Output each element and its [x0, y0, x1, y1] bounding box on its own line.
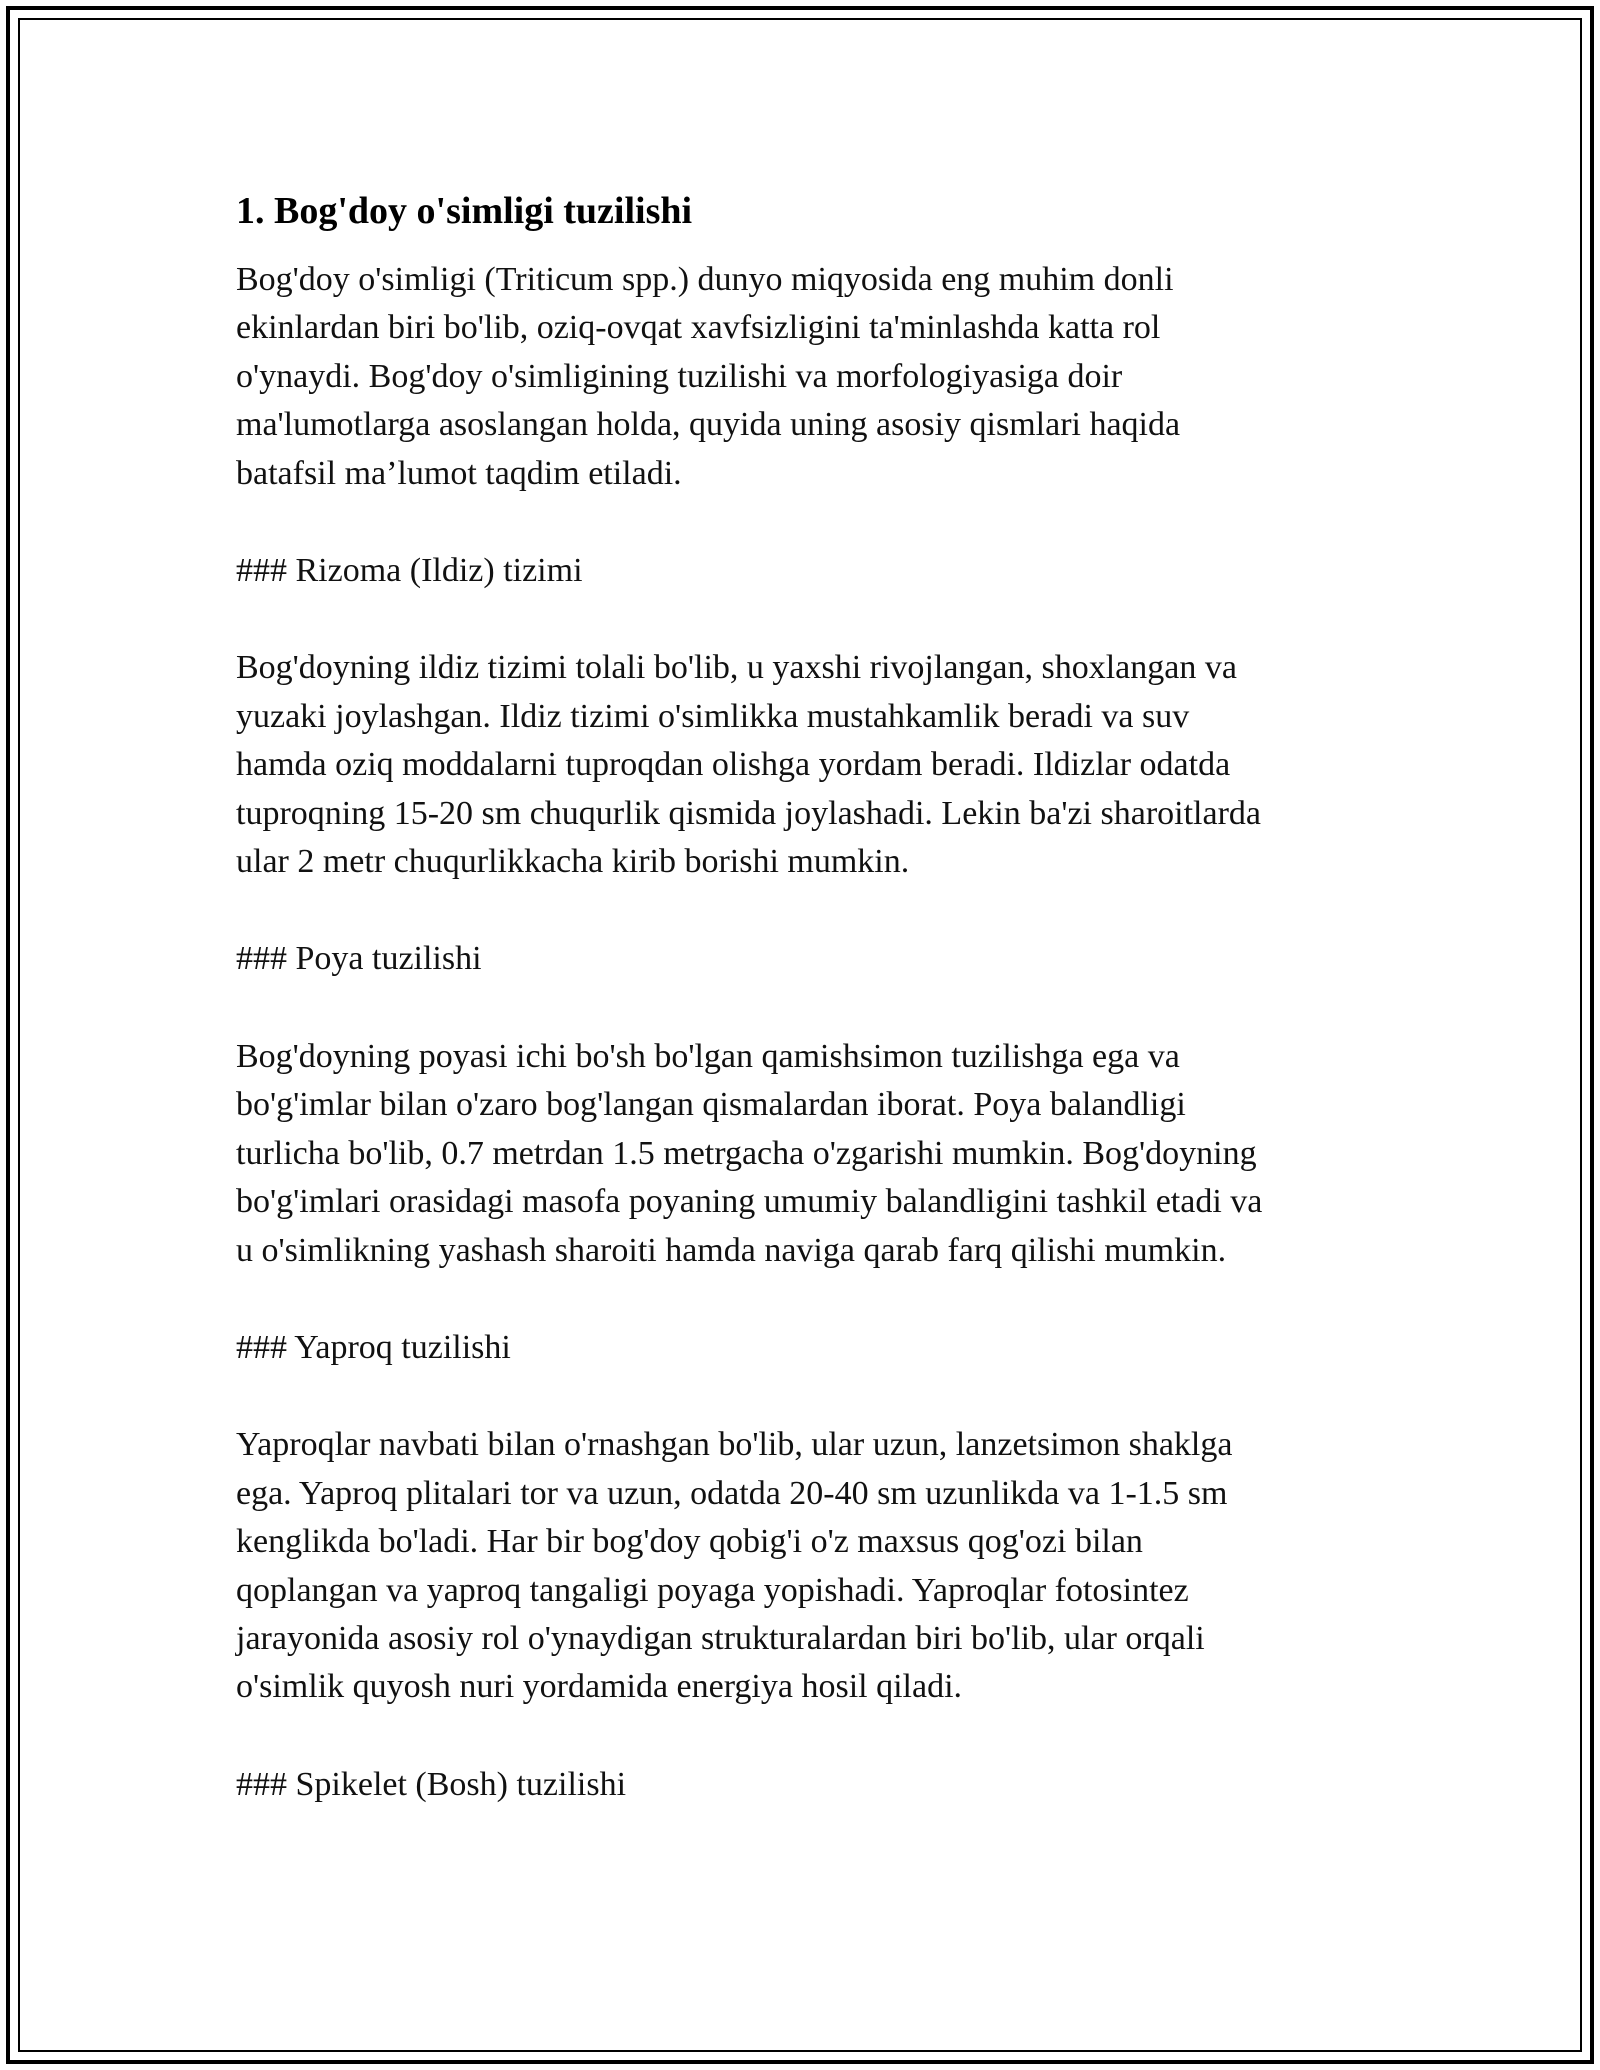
section-body-poya: Bog'doyning poyasi ichi bo'sh bo'lgan qamishsimon tuzilishga ega va bo'g'imlar bilan o'zaro bog'langan qismalardan iborat. Poya balandligi turlicha bo'lib, 0.7 metrdan 1.5 metrgacha o'zgarishi mumkin. Bog'doyning bo'g'imlari orasidagi masofa poyaning umumiy balandligini tashkil etadi va u o'simlikning yashash sharoiti hamda naviga qarab farq qilishi mumkin.	[236, 1037, 1263, 1269]
section-heading-rizoma: ### Rizoma (Ildiz) tizimi	[236, 552, 583, 590]
section-body-yaproq: Yaproqlar navbati bilan o'rnashgan bo'lib, ular uzun, lanzetsimon shaklga ega. Yaproq plitalari tor va uzun, odatda 20-40 sm uzunlikda va 1-1.5 sm kenglikda bo'ladi. Har bir bog'doy qobig'i o'z maxsus qog'ozi bilan qoplangan va yaproq tangaligi poyaga yopishadi. Yaproqlar fotosintez jarayonida asosiy rol o'ynaydigan strukturalardan biri bo'lib, ular orqali o'simlik quyosh nuri yordamida energiya hosil qiladi.	[236, 1426, 1233, 1706]
section-heading-spikelet: ### Spikelet (Bosh) tuzilishi	[236, 1765, 627, 1803]
intro-paragraph: Bog'doy o'simligi (Triticum spp.) dunyo miqyosida eng muhim donli ekinlardan biri bo'lib, oziq-ovqat xavfsizligini ta'minlashda katta rol o'ynaydi. Bog'doy o'simligining tuzilishi va morfologiyasiga doir ma'lumotlarga asoslangan holda, quyida uning asosiy qismlari haqida batafsil ma’lumot taqdim etiladi.	[236, 261, 1181, 492]
document-body	[236, 186, 1366, 1809]
section-heading-poya: ### Poya tuzilishi	[236, 940, 482, 978]
section-heading-yaproq: ### Yaproq tuzilishi	[236, 1328, 511, 1366]
section-body-rizoma: Bog'doyning ildiz tizimi tolali bo'lib, u yaxshi rivojlangan, shoxlangan va yuzaki joylashgan. Ildiz tizimi o'simlikka mustahkamlik beradi va suv hamda oziq moddalarni tuproqdan olishga yordam beradi. Ildizlar odatda tuproqning 15-20 sm chuqurlik qismida joylashadi. Lekin ba'zi sharoitlarda ular 2 metr chuqurlikkacha kirib borishi mumkin.	[236, 649, 1261, 881]
document-title: 1. Bog'doy o'simligi tuzilishi	[236, 190, 693, 232]
